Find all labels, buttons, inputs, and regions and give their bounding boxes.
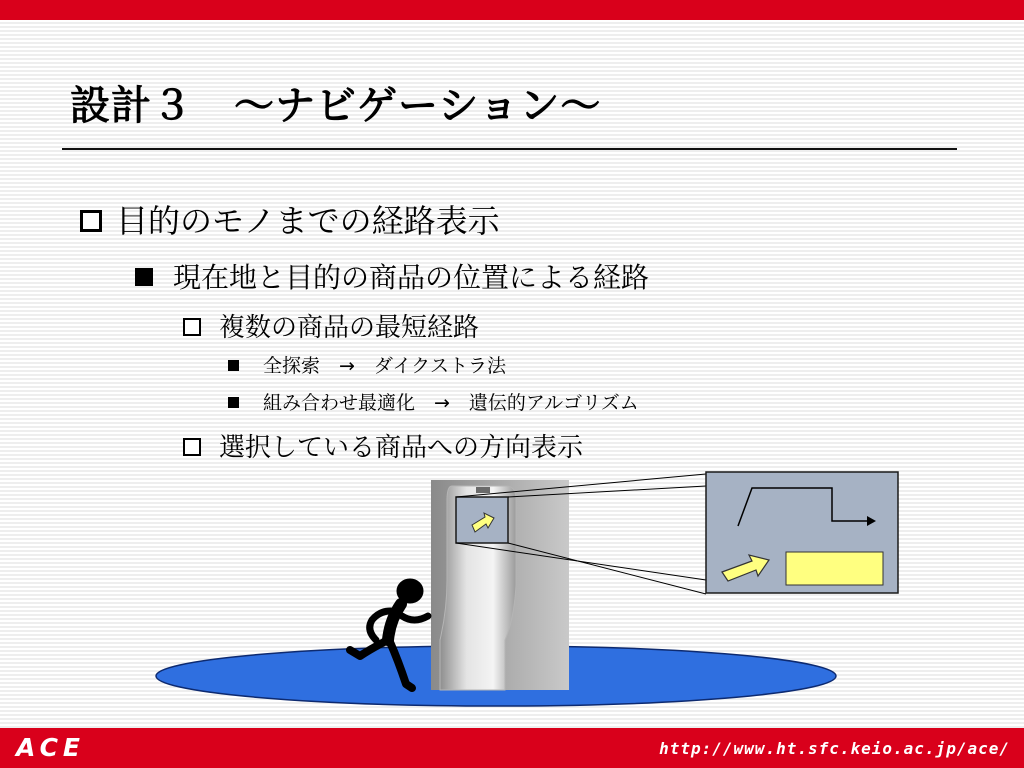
- bullet-text: 選択している商品への方向表示: [219, 433, 584, 463]
- route-arrowhead: [867, 516, 876, 526]
- floor-ellipse: [156, 646, 836, 706]
- arrow-icon: [472, 513, 494, 532]
- bullet-level1: [80, 196, 500, 242]
- bullet-level3: [183, 427, 583, 464]
- slide-title: 設計３ ～ナビゲーション～: [70, 83, 602, 129]
- stick-figure-icon: [350, 579, 428, 688]
- route-line: [738, 488, 874, 526]
- square-filled-bullet-icon: [228, 397, 239, 408]
- arrow-icon: [722, 555, 769, 581]
- bullet-level4: [228, 388, 639, 415]
- top-accent-bar: [0, 0, 1024, 20]
- bullet-level2: [135, 256, 649, 296]
- bullet-text: 現在地と目的の商品の位置による経路: [173, 261, 650, 294]
- square-outline-bullet-icon: [183, 318, 201, 336]
- bullet-text: 組み合わせ最適化 → 遺伝的アルゴリズム: [263, 392, 639, 414]
- square-outline-bullet-icon: [183, 438, 201, 456]
- bullet-text: 目的のモノまでの経路表示: [116, 202, 500, 240]
- square-filled-bullet-icon: [135, 268, 153, 286]
- ace-logo: ACE: [16, 733, 86, 762]
- kiosk-slot: [476, 487, 490, 493]
- product-label-box: [786, 552, 883, 585]
- kiosk-photo: [431, 480, 569, 690]
- square-outline-bullet-icon: [80, 210, 102, 232]
- footer-url[interactable]: http://www.ht.sfc.keio.ac.jp/ace/: [659, 739, 1010, 758]
- square-filled-bullet-icon: [228, 360, 239, 371]
- enlarged-screen: [706, 472, 898, 593]
- bullet-text: 複数の商品の最短経路: [219, 313, 480, 343]
- kiosk-body: [440, 486, 516, 690]
- bullet-text: 全探索 → ダイクストラ法: [263, 355, 506, 377]
- bullet-level3: [183, 307, 479, 344]
- kiosk-screen: [456, 497, 508, 543]
- title-divider: [62, 148, 957, 150]
- bullet-level4: [228, 351, 506, 378]
